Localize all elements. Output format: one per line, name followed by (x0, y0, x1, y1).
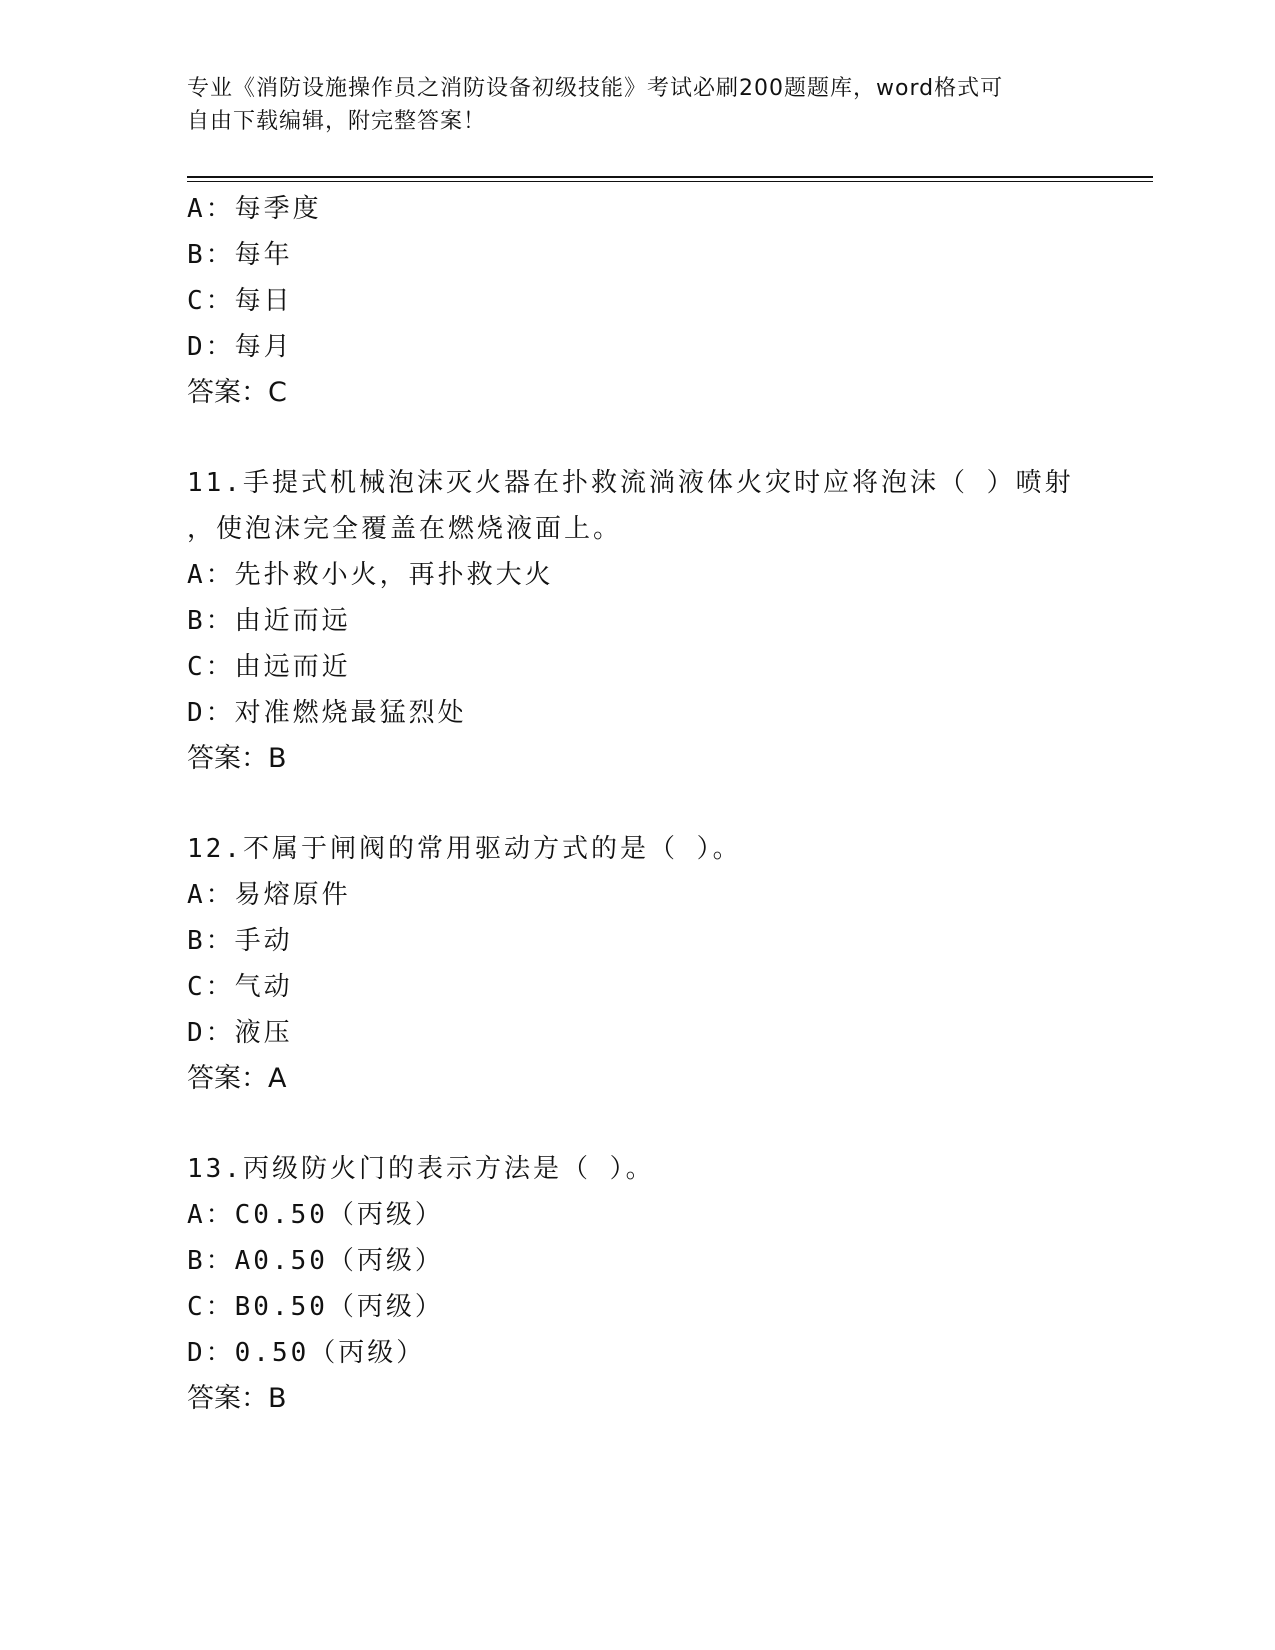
option-row (187, 186, 1087, 232)
answer-line: 答案：B (187, 1383, 287, 1414)
option-letter: C： (187, 652, 235, 682)
option-text: A0.50（丙级） (234, 1246, 444, 1276)
option-row (187, 552, 1087, 598)
option-text: 每季度 (234, 194, 322, 224)
option-text: 每日 (234, 286, 293, 316)
question-list (187, 186, 1087, 1422)
option-letter: B： (187, 1246, 235, 1276)
option-row (187, 872, 1087, 918)
option-row (187, 644, 1087, 690)
question-block-prev (187, 186, 1087, 416)
option-letter: A： (187, 194, 235, 224)
question-block (187, 460, 1087, 782)
option-text: 由近而远 (234, 606, 351, 636)
option-letter: A： (187, 1200, 235, 1230)
option-text: 气动 (234, 972, 293, 1002)
answer-line: 答案：A (187, 1063, 287, 1094)
option-row (187, 278, 1087, 324)
question-stem: 12.不属于闸阀的常用驱动方式的是（ ）。 (187, 834, 742, 864)
header-line-2: 自由下载编辑，附完整答案！ (187, 109, 487, 134)
option-text: B0.50（丙级） (234, 1292, 444, 1322)
answer-line: 答案：C (187, 377, 287, 408)
option-row (187, 598, 1087, 644)
option-text: 0.50（丙级） (234, 1338, 426, 1368)
question-spacer (187, 416, 1087, 460)
option-row (187, 1238, 1087, 1284)
option-text: 每月 (234, 332, 293, 362)
option-text: 液压 (234, 1018, 293, 1048)
option-letter: A： (187, 880, 235, 910)
option-text: C0.50（丙级） (234, 1200, 444, 1230)
question-stem: ，使泡沫完全覆盖在燃烧液面上。 (187, 514, 623, 544)
option-row (187, 1192, 1087, 1238)
option-letter: D： (187, 1018, 235, 1048)
option-row (187, 232, 1087, 278)
document-header (187, 72, 1067, 138)
option-letter: C： (187, 1292, 235, 1322)
option-letter: A： (187, 560, 235, 590)
question-block (187, 826, 1087, 1102)
option-row (187, 324, 1087, 370)
option-letter: C： (187, 972, 235, 1002)
question-stem: 11.手提式机械泡沫灭火器在扑救流淌液体火灾时应将泡沫（ ）喷射 (187, 468, 1074, 498)
option-text: 先扑救小火，再扑救大火 (234, 560, 554, 590)
option-text: 易熔原件 (234, 880, 351, 910)
question-block (187, 1146, 1087, 1422)
header-divider-thin (187, 181, 1153, 182)
option-row (187, 964, 1087, 1010)
option-letter: D： (187, 698, 235, 728)
option-row (187, 690, 1087, 736)
question-spacer (187, 1102, 1087, 1146)
header-line-1: 专业《消防设施操作员之消防设备初级技能》考试必刷200题题库，word格式可 (187, 76, 1004, 101)
option-letter: D： (187, 332, 235, 362)
option-text: 由远而近 (234, 652, 351, 682)
option-text: 对准燃烧最猛烈处 (234, 698, 467, 728)
option-text: 手动 (234, 926, 293, 956)
option-letter: D： (187, 1338, 235, 1368)
option-letter: B： (187, 606, 235, 636)
answer-line: 答案：B (187, 743, 287, 774)
option-letter: C： (187, 286, 235, 316)
option-row (187, 1330, 1087, 1376)
option-row (187, 1010, 1087, 1056)
option-row (187, 918, 1087, 964)
option-letter: B： (187, 926, 235, 956)
option-letter: B： (187, 240, 235, 270)
option-text: 每年 (234, 240, 293, 270)
header-divider-thick (187, 176, 1153, 178)
option-row (187, 1284, 1087, 1330)
question-stem: 13.丙级防火门的表示方法是（ ）。 (187, 1154, 655, 1184)
question-spacer (187, 782, 1087, 826)
